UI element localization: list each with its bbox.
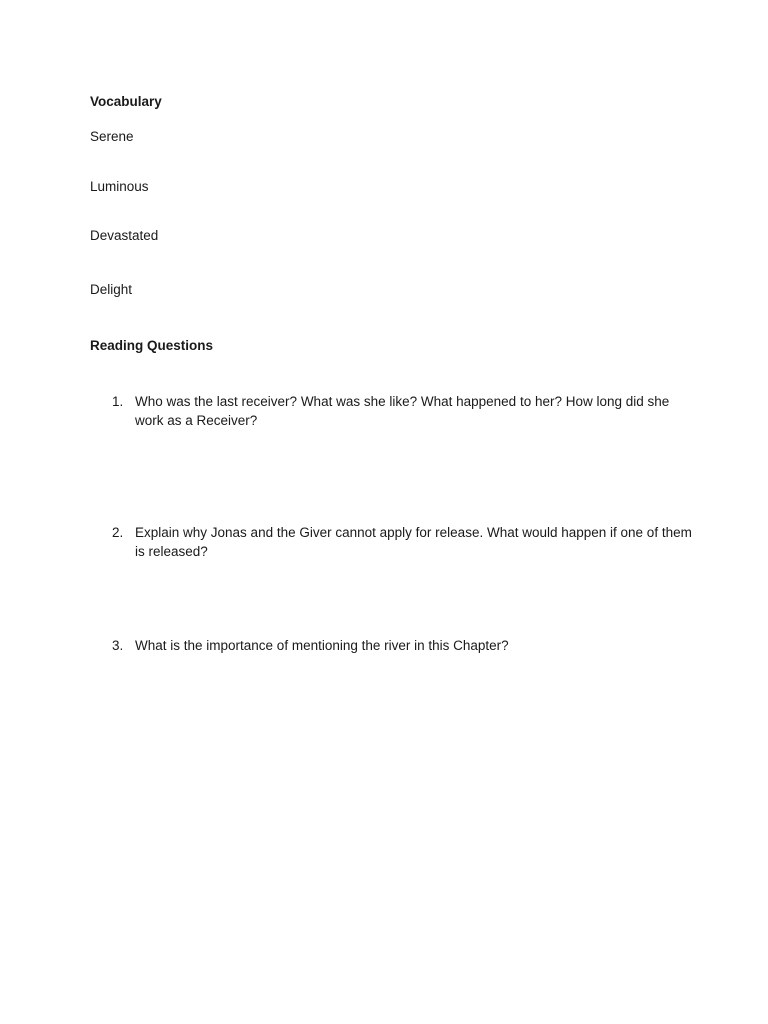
vocabulary-heading: Vocabulary <box>90 94 162 109</box>
question-number: 3. <box>112 638 124 653</box>
question-text: What is the importance of mentioning the river in this Chapter? <box>135 638 509 653</box>
vocab-word-serene: Serene <box>90 129 134 144</box>
vocab-word-delight: Delight <box>90 282 133 297</box>
reading-questions-heading: Reading Questions <box>90 338 214 353</box>
vocab-word-devastated: Devastated <box>90 228 159 243</box>
question-text: Explain why Jonas and the Giver cannot apply for release. What would happen if one of them is released? <box>135 525 692 559</box>
vocab-word-luminous: Luminous <box>90 179 149 194</box>
question-number: 1. <box>112 394 124 409</box>
question-number: 2. <box>112 525 124 540</box>
question-text: Who was the last receiver? What was she like? What happened to her? How long did she work as a Receiver? <box>135 394 670 428</box>
